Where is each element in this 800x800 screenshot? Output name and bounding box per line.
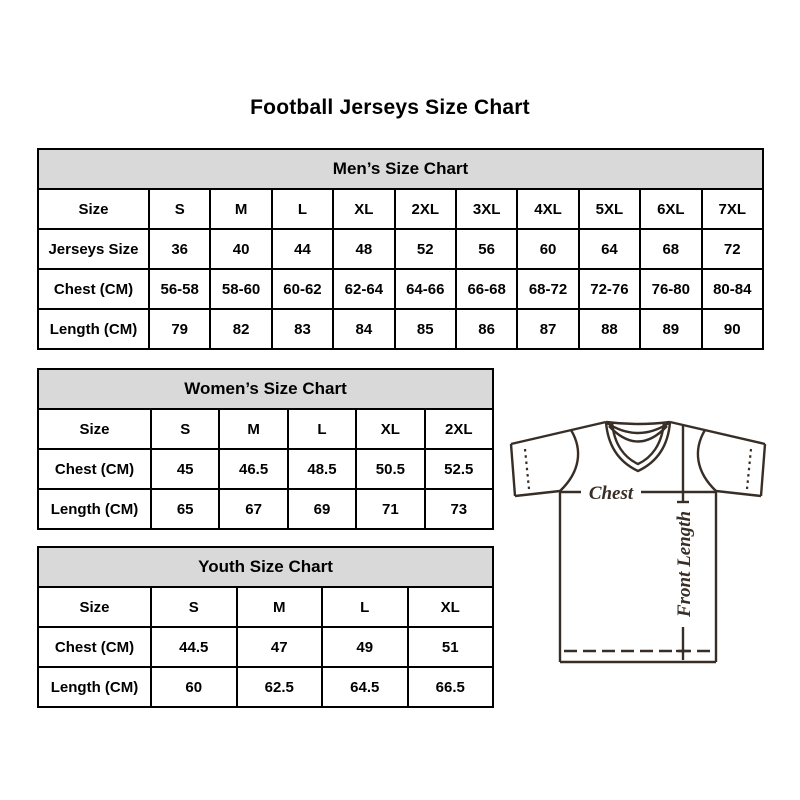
cell-value: 66-68 <box>456 269 517 309</box>
cell-value: 73 <box>425 489 493 529</box>
cell-value: 52.5 <box>425 449 493 489</box>
row-label: Length (CM) <box>38 309 149 349</box>
table-row <box>38 409 493 449</box>
cell-value: 71 <box>356 489 424 529</box>
row-label: Length (CM) <box>38 489 151 529</box>
chest-label: Chest <box>588 483 634 504</box>
cell-value: 65 <box>151 489 219 529</box>
cell-value: M <box>219 409 287 449</box>
cell-value: 4XL <box>517 189 578 229</box>
table-row <box>38 189 763 229</box>
cell-value: S <box>149 189 210 229</box>
jersey-measurement-diagram <box>503 402 778 680</box>
cell-value: 50.5 <box>356 449 424 489</box>
row-label: Chest (CM) <box>38 269 149 309</box>
cell-value: 68 <box>640 229 701 269</box>
cell-value: 60 <box>151 667 237 707</box>
cell-value: 2XL <box>395 189 456 229</box>
section-header-row <box>38 369 493 409</box>
cell-value: 64 <box>579 229 640 269</box>
table-row <box>38 269 763 309</box>
cell-value: 7XL <box>702 189 763 229</box>
cell-value: 82 <box>210 309 271 349</box>
table-row <box>38 627 493 667</box>
table-row <box>38 587 493 627</box>
cell-value: 48 <box>333 229 394 269</box>
cell-value: XL <box>408 587 494 627</box>
row-label: Size <box>38 189 149 229</box>
cell-value: L <box>322 587 408 627</box>
front-length-label: Front Length <box>674 510 695 618</box>
cell-value: 64-66 <box>395 269 456 309</box>
cell-value: 84 <box>333 309 394 349</box>
cell-value: 3XL <box>456 189 517 229</box>
cell-value: M <box>210 189 271 229</box>
cell-value: 36 <box>149 229 210 269</box>
cell-value: 46.5 <box>219 449 287 489</box>
cell-value: S <box>151 587 237 627</box>
table-row <box>38 489 493 529</box>
cell-value: 45 <box>151 449 219 489</box>
cell-value: 56 <box>456 229 517 269</box>
cell-value: 48.5 <box>288 449 356 489</box>
cell-value: 72-76 <box>579 269 640 309</box>
mens-size-table <box>37 148 764 350</box>
cell-value: 49 <box>322 627 408 667</box>
cell-value: 89 <box>640 309 701 349</box>
cell-value: 85 <box>395 309 456 349</box>
section-header: Men’s Size Chart <box>38 149 763 189</box>
cell-value: 51 <box>408 627 494 667</box>
jersey-outline <box>511 422 765 662</box>
section-header-row <box>38 547 493 587</box>
table-row <box>38 449 493 489</box>
youth-size-table <box>37 546 494 708</box>
cell-value: 62-64 <box>333 269 394 309</box>
cell-value: S <box>151 409 219 449</box>
row-label: Chest (CM) <box>38 627 151 667</box>
cell-value: 86 <box>456 309 517 349</box>
cell-value: 60-62 <box>272 269 333 309</box>
table-row <box>38 229 763 269</box>
cell-value: 72 <box>702 229 763 269</box>
cell-value: 69 <box>288 489 356 529</box>
cell-value: 79 <box>149 309 210 349</box>
row-label: Size <box>38 409 151 449</box>
cell-value: 40 <box>210 229 271 269</box>
table-row <box>38 309 763 349</box>
cell-value: 68-72 <box>517 269 578 309</box>
cell-value: 6XL <box>640 189 701 229</box>
cell-value: 67 <box>219 489 287 529</box>
cell-value: 47 <box>237 627 323 667</box>
cell-value: M <box>237 587 323 627</box>
cell-value: L <box>272 189 333 229</box>
cell-value: 5XL <box>579 189 640 229</box>
row-label: Length (CM) <box>38 667 151 707</box>
cell-value: 87 <box>517 309 578 349</box>
section-header: Women’s Size Chart <box>38 369 493 409</box>
cell-value: 44 <box>272 229 333 269</box>
page-title: Football Jerseys Size Chart <box>250 96 530 119</box>
cell-value: 88 <box>579 309 640 349</box>
cell-value: 52 <box>395 229 456 269</box>
cell-value: L <box>288 409 356 449</box>
cell-value: 64.5 <box>322 667 408 707</box>
row-label: Size <box>38 587 151 627</box>
cell-value: 76-80 <box>640 269 701 309</box>
cell-value: 58-60 <box>210 269 271 309</box>
cell-value: 62.5 <box>237 667 323 707</box>
cell-value: 90 <box>702 309 763 349</box>
section-header: Youth Size Chart <box>38 547 493 587</box>
cell-value: 66.5 <box>408 667 494 707</box>
cell-value: 83 <box>272 309 333 349</box>
cell-value: 80-84 <box>702 269 763 309</box>
table-row <box>38 667 493 707</box>
section-header-row <box>38 149 763 189</box>
cell-value: XL <box>333 189 394 229</box>
cell-value: 2XL <box>425 409 493 449</box>
cell-value: 60 <box>517 229 578 269</box>
cell-value: 44.5 <box>151 627 237 667</box>
cell-value: XL <box>356 409 424 449</box>
womens-size-table <box>37 368 494 530</box>
sleeve-cuff-dotted-lines <box>525 449 751 489</box>
cell-value: 56-58 <box>149 269 210 309</box>
jersey-diagram-svg <box>503 402 778 680</box>
row-label: Jerseys Size <box>38 229 149 269</box>
row-label: Chest (CM) <box>38 449 151 489</box>
